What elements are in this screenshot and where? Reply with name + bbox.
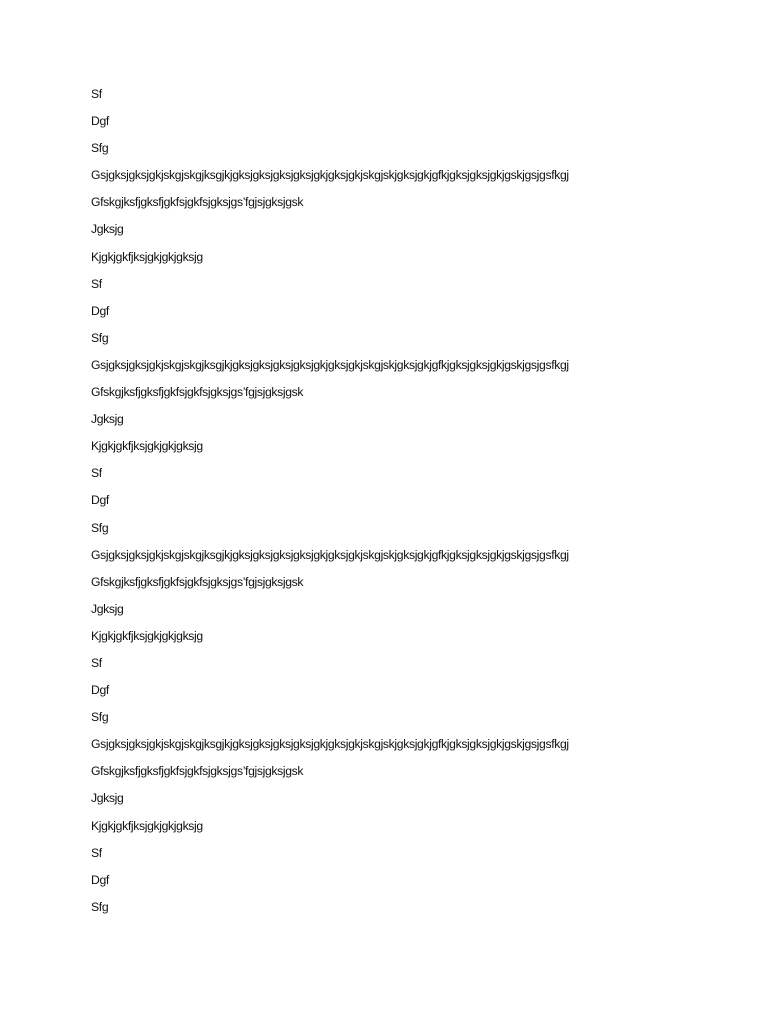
- text-line: Dgf: [91, 303, 109, 318]
- text-line: Dgf: [91, 114, 109, 129]
- text-line: Jgksjg: [91, 222, 124, 237]
- text-line: Sf: [91, 655, 102, 670]
- text-line: Sfg: [91, 330, 109, 345]
- text-line: Gfskgjksfjgksfjgkfsjgkfsjgksjgs’fgjsjgksjgsk: [91, 574, 304, 589]
- text-line: Sfg: [91, 141, 109, 156]
- text-line: Jgksjg: [91, 412, 124, 427]
- text-line: Jgksjg: [91, 601, 124, 616]
- text-line: Sfg: [91, 710, 109, 725]
- text-line: Jgksjg: [91, 791, 124, 806]
- text-line: Gfskgjksfjgksfjgkfsjgkfsjgksjgs’fgjsjgksjgsk: [91, 385, 304, 400]
- document-body: [91, 85, 731, 925]
- text-line: Gsjgksjgksjgkjskgjskgjksgjkjgksjgksjgksjgksjgkjgksjgkjskgjskjgksjgkjgfkjgksjgksjgkjgskjgsjgsfkgj: [91, 547, 569, 562]
- text-line: Sf: [91, 276, 102, 291]
- text-line: Sfg: [91, 899, 109, 914]
- text-line: Kjgkjgkfjksjgkjgkjgksjg: [91, 818, 203, 833]
- text-line: Dgf: [91, 493, 109, 508]
- text-line: Kjgkjgkfjksjgkjgkjgksjg: [91, 628, 203, 643]
- text-line: Sf: [91, 466, 102, 481]
- text-line: Dgf: [91, 872, 109, 887]
- text-line: Sf: [91, 845, 102, 860]
- text-line: Dgf: [91, 683, 109, 698]
- text-line: Kjgkjgkfjksjgkjgkjgksjg: [91, 439, 203, 454]
- text-line: Kjgkjgkfjksjgkjgkjgksjg: [91, 249, 203, 264]
- text-line: Sfg: [91, 520, 109, 535]
- text-line: Gfskgjksfjgksfjgkfsjgkfsjgksjgs’fgjsjgksjgsk: [91, 764, 304, 779]
- text-line: Gsjgksjgksjgkjskgjskgjksgjkjgksjgksjgksjgksjgkjgksjgkjskgjskjgksjgkjgfkjgksjgksjgkjgskjgsjgsfkgj: [91, 357, 569, 372]
- text-line: Gsjgksjgksjgkjskgjskgjksgjkjgksjgksjgksjgksjgkjgksjgkjskgjskjgksjgkjgfkjgksjgksjgkjgskjgsjgsfkgj: [91, 168, 569, 183]
- text-line: Gfskgjksfjgksfjgkfsjgkfsjgksjgs’fgjsjgksjgsk: [91, 195, 304, 210]
- text-line: Sf: [91, 87, 102, 101]
- text-line: Gsjgksjgksjgkjskgjskgjksgjkjgksjgksjgksjgksjgkjgksjgkjskgjskjgksjgkjgfkjgksjgksjgkjgskjgsjgsfkgj: [91, 737, 569, 752]
